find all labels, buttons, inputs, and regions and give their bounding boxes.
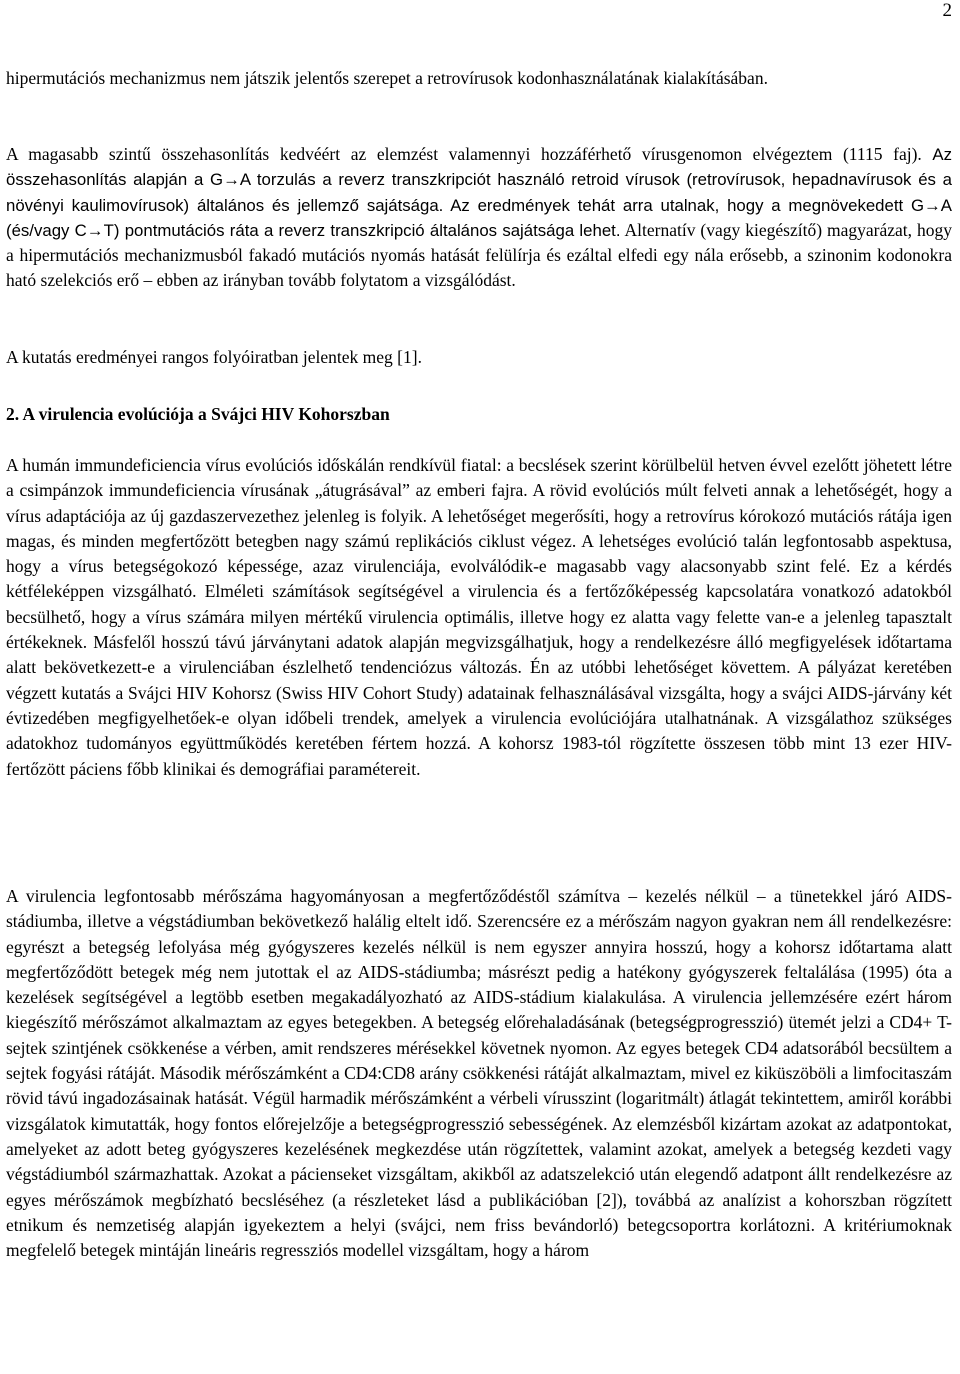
- document-page: [6, 0, 952, 1374]
- paragraph-hiv-evolution: A humán immundeficiencia vírus evolúciós időskálán rendkívül fiatal: a becslések szerint körülbelül hetven évvel ezelőtt jöhetett létre a csimpánzok immundeficiencia vírusának „átugrásával” az emberi fajra. A rövid evolúciós múlt felveti annak a lehetőségét, hogy a vírus adaptációja az új gazdaszervezethez jelenleg is folyik. A lehetőséget megerősíti, hogy a retrovírus kórokozó mutációs rátája igen magas, és minden megfertőzött betegben nagy számú replikációs ciklust végez. A lehetséges evolúció talán legfontosabb aspektusa, hogy a vírus betegségokozó képessége, azaz virulenciája, evolválódik-e magasabb vagy alacsonyabb szint felé. Ez a kérdés kétféleképpen vizsgálható. Elméleti számítások segítségével a virulencia és a fertőzőképesség kapcsolatára vonatkozó adatokból becsülhető, hogy a vírus számára milyen mértékű virulencia optimális, illetve hogy ez alatta vagy felette van-e a jelenleg tapasztalt értékeknek. Másfelől hosszú távú járványtani adatok alapján megvizsgálhatjuk, hogy a rendelkezésre álló megfigyelések időtartama alatt bekövetkezett-e a virulenciában észlelhető tendenciózus változás. Én az utóbbi lehetőséget követtem. A pályázat keretében végzett kutatás a Svájci HIV Kohorsz (Swiss HIV Cohort Study) adatainak felhasználásával vizsgálta, hogy a svájci AIDS-járvány két évtizedében megfigyelhetőek-e olyan időbeli trendek, amelyek a virulencia evolúciójára utalhatnának. A vizsgálathoz szükséges adatokhoz tudományos együttműködés keretében fértem hozzá. A kohorsz 1983-tól rögzítette összesen több mint 13 ezer HIV-fertőzött páciens főbb klinikai és demográfiai paramétereit.: [6, 455, 952, 779]
- paragraph-text: A magasabb szintű összehasonlítás kedvéért az elemzést valamennyi hozzáférhető vírusgenomon elvégeztem (1115 faj).: [6, 144, 933, 164]
- paragraph-virulence-measures: A virulencia legfontosabb mérőszáma hagyományosan a megfertőződéstől számítva – kezelés nélkül – a tünetekkel járó AIDS-stádiumba, illetve a végstádiumban bekövetkező halálig eltelt idő. Szerencsére ez a mérőszám nagyon gyakran nem áll rendelkezésre: egyrészt a betegség lefolyása még gyógyszeres kezelés nélkül is nem egyszer annyira hosszú, hogy a kohorsz időtartama alatt megfertőződött betegek még nem jutottak el az AIDS-stádiumba; másrészt pedig a hatékony gyógyszerek feltalálása (1995) óta a kezelések segítségével a legtöbb esetben megakadályozható az AIDS-stádium kialakulása. A virulencia jellemzésére ezért három kiegészítő mérőszámot alkalmaztam az egyes betegekben. A betegség előrehaladásának (betegségprogresszió) ütemét jelzi a CD4+ T-sejtek szintjének csökkenése a vérben, amit rendszeres mérésekkel követnek nyomon. Az egyes betegek CD4 adatsorából becsültem a sejtek fogyási rátáját. Második mérőszámként a CD4:CD8 arány csökkenési rátáját alkalmaztam, mivel ez kiküszöböli a limfocitaszám rövid távú ingadozásainak hatását. Végül harmadik mérőszámként a vérbeli vírusszint (logaritmált) átlagát tekintettem, amiről korábbi vizsgálatok kimutatták, hogy fontos előrejelzője a betegségprogresszió sebességének. Az elemzésből kizártam azokat az adatpontokat, amelyeket az adott beteg gyógyszeres kezelésének megkezdése után rögzítettek, valamint azokat, amelyek a betegség kezdeti vagy végstádiumból származhattak. Azokat a pácienseket vizsgáltam, akikből az adatszelekció után elegendő adatpont állt rendelkezésre az egyes mérőszámok megbízható becsléséhez (a részleteket lásd a publikációban [2]), továbbá az analízist a kohorszban rögzített etnikum és nemzetiség alapján igyekeztem a helyi (svájci, nem friss bevándorló) betegcsoportra korlátozni. A kritériumoknak megfelelő betegek mintáján lineáris regressziós modellel vizsgáltam, hogy a három: [6, 886, 952, 1261]
- page-number: 2: [942, 0, 952, 21]
- paragraph-text: Alternatív (vagy kiegészítő) magyarázat, hogy a hipermutációs mechanizmusból fakadó mutációs nyomás hatását felülírja és ezáltal elfedi egy nála erősebb, a szinonim kodonokra ható szelekciós erő – ebben az irányban tovább folytatom a vizsgálódást.: [6, 219, 952, 291]
- paragraph-hypermutation: hipermutációs mechanizmus nem játszik jelentős szerepet a retrovírusok kodonhasználatának kialakításában.: [6, 68, 768, 88]
- section-heading: 2. A virulencia evolúciója a Svájci HIV Kohorszban: [6, 404, 390, 424]
- paragraph-text-highlight: Az összehasonlítás alapján a G→A torzulás a reverz transzkripciót használó retroid vírusok (retrovírusok, hepadnavírusok és a növényi kaulimovírusok) általános és jellemző sajátsága. Az eredmények tehát arra utalnak, hogy a megnövekedett G→A (és/vagy C→T) pontmutációs ráta a reverz transzkripció általános sajátsága lehet.: [6, 145, 952, 240]
- paragraph-genome-comparison: [6, 142, 952, 294]
- paragraph-publication: A kutatás eredményei rangos folyóiratban jelentek meg [1].: [6, 347, 422, 367]
